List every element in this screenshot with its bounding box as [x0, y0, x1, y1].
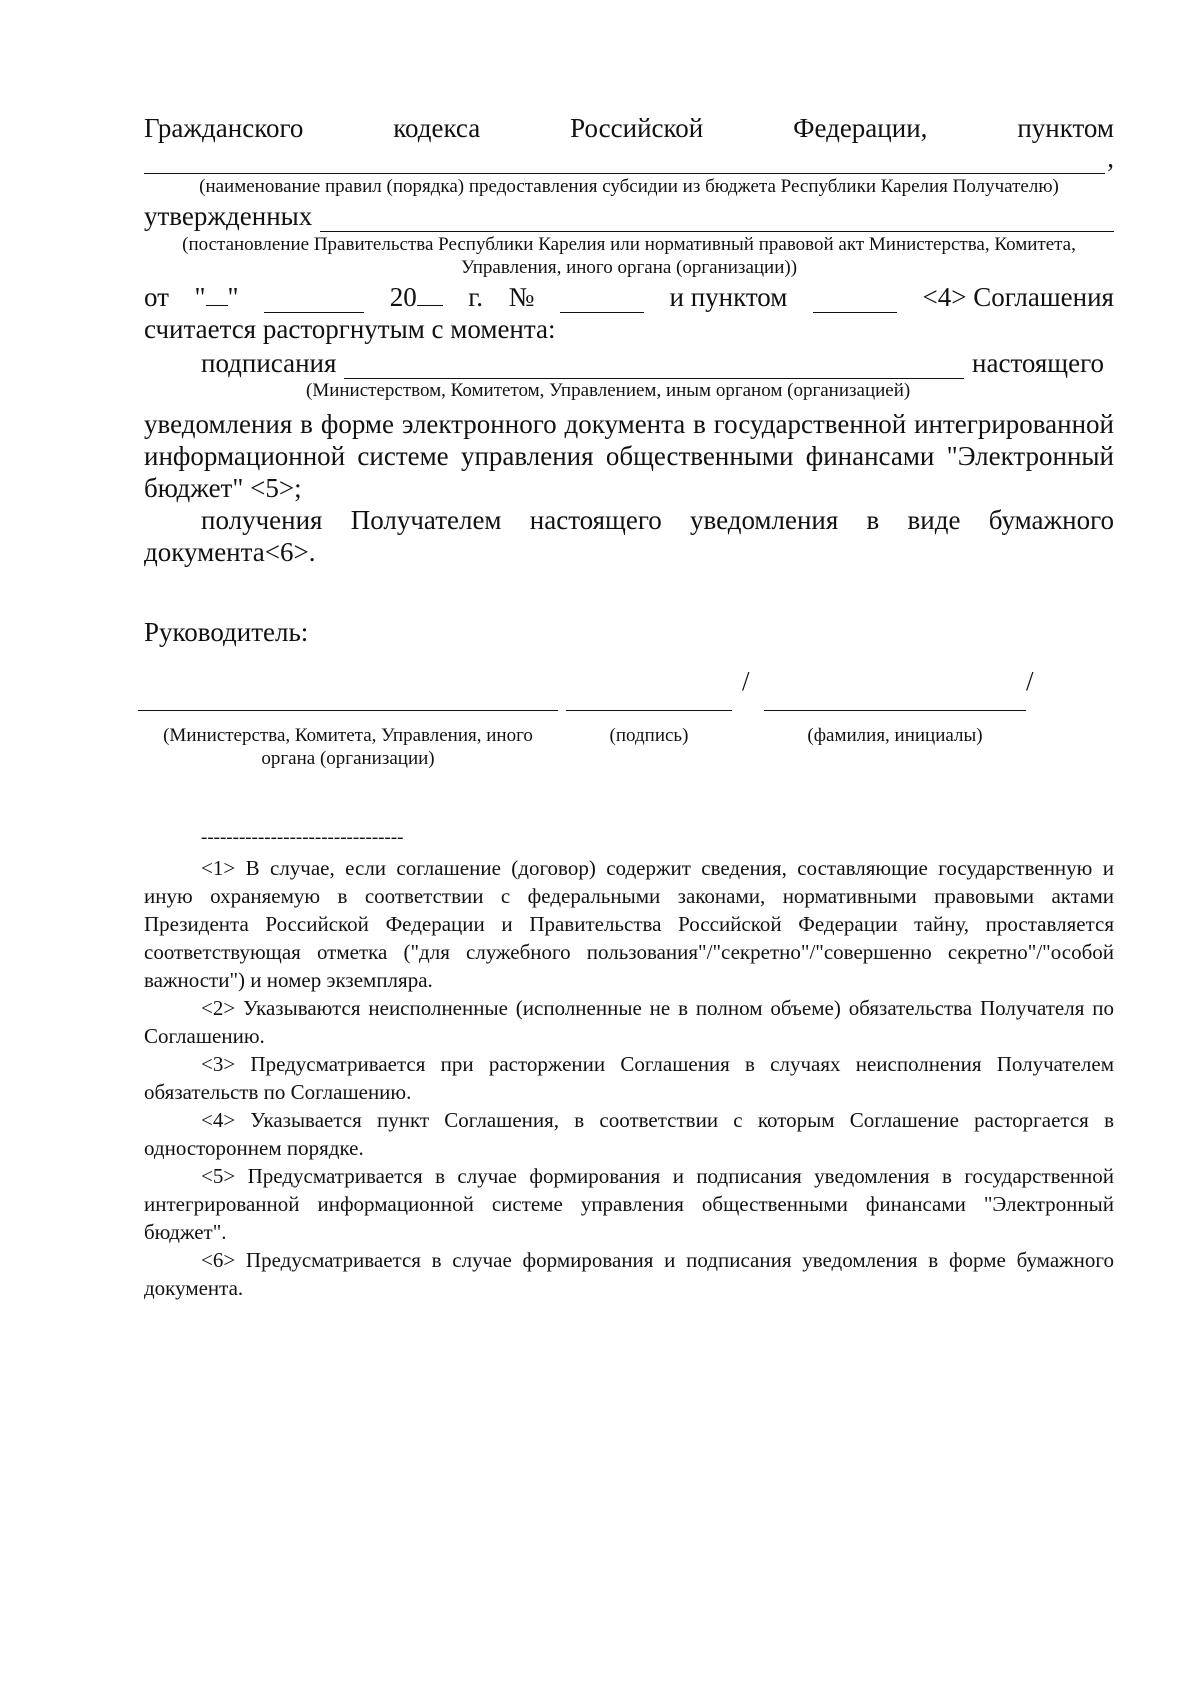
- signing-label: подписания: [201, 348, 337, 378]
- approved-label: утвержденных: [144, 201, 313, 231]
- footnote-divider: --------------------------------: [201, 827, 404, 848]
- slash-2: /: [1026, 666, 1034, 696]
- terminated-text: считается расторгнутым с момента:: [144, 314, 556, 344]
- signing-tail: настоящего: [972, 348, 1104, 378]
- paragraph-receipt: получения Получателем настоящего уведомления в виде бумажного документа<6>.: [144, 505, 1114, 567]
- footnote-1: <1> В случае, если соглашение (договор) содержит сведения, составляющие государственную и иную охраняемую в соответствии с федеральными законами, нормативными правовыми актами Президента Российской Федерации и Правительства Российской Федерации тайну, проставляется соответствующая отметка ("для служебного пользования"/"секретно"/"совершенно секретно"/"особой важности") и номер экземпляра.: [144, 856, 1114, 992]
- footnote-6: <6> Предусматривается в случае формирования и подписания уведомления в форме бумажного документа.: [144, 1248, 1114, 1300]
- footnote-2: <2> Указываются неисполненные (исполненные не в полном объеме) обязательства Получателя по Соглашению.: [144, 996, 1114, 1048]
- word: Федерации,: [793, 113, 928, 143]
- hint-rules: (наименование правил (порядка) предоставления субсидии из бюджета Республики Карелия Получателю): [199, 176, 1059, 197]
- signature-captions: [144, 724, 1114, 780]
- year-field: 20: [390, 281, 443, 313]
- from-label: от: [144, 282, 169, 312]
- and-point-label: и пунктом: [669, 282, 788, 312]
- hint-signing: (Министерством, Комитетом, Управлением, иным органом (организацией): [306, 380, 911, 401]
- month-blank: [264, 288, 364, 313]
- rules-blank-line: [144, 144, 1114, 174]
- signature-row: [144, 666, 1114, 714]
- footnotes: [144, 854, 1114, 1302]
- org-signature-line: [138, 710, 558, 711]
- paragraph-notice: уведомления в форме электронного документа в государственной интегрированной информационной системе управления общественными финансами "Электронный бюджет" <5>;: [144, 409, 1114, 503]
- approved-line: [144, 200, 1114, 232]
- caption-name: (фамилия, инициалы): [807, 725, 983, 746]
- word: Гражданского: [144, 113, 304, 143]
- number-blank: [560, 288, 644, 313]
- signing-line: [144, 347, 1114, 379]
- head-label: Руководитель:: [144, 617, 309, 647]
- word: Российской: [570, 113, 704, 143]
- point-blank: [813, 288, 897, 313]
- word: кодекса: [393, 113, 481, 143]
- sign-line: [566, 710, 732, 711]
- year-blank: [417, 281, 443, 306]
- footnote-3: <3> Предусматривается при расторжении Соглашения в случаях неисполнения Получателем обязательств по Соглашению.: [144, 1052, 1114, 1104]
- word: пунктом: [1017, 113, 1114, 143]
- caption-org: (Министерства, Комитета, Управления, иного органа (организации): [163, 725, 533, 769]
- slash-1: /: [742, 666, 750, 696]
- day-field: " ": [194, 282, 239, 312]
- name-line: [764, 710, 1026, 711]
- day-blank: [206, 281, 228, 306]
- footnote-4: <4> Указывается пункт Соглашения, в соответствии с которым Соглашение расторгается в одностороннем порядке.: [144, 1108, 1114, 1160]
- caption-sign: (подпись): [609, 725, 689, 746]
- year-suffix: г.: [468, 282, 484, 312]
- hint-act-2: Управления, иного органа (организации)): [460, 257, 798, 278]
- hint-act-1: (постановление Правительства Республики Карелия или нормативный правовой акт Министерства, Комитета,: [182, 234, 1076, 255]
- line-civil-code: [144, 112, 1114, 144]
- number-sign: №: [508, 282, 535, 312]
- signing-blank: [344, 356, 964, 379]
- date-line: [144, 281, 1114, 313]
- ref-tail: <4> Соглашения: [922, 282, 1114, 312]
- rules-comma: ,: [1107, 143, 1114, 173]
- rules-blank: [144, 151, 1105, 174]
- approved-blank: [320, 209, 1114, 232]
- footnote-5: <5> Предусматривается в случае формирования и подписания уведомления в государственной интегрированной информационной системе управления общественными финансами "Электронный бюджет".: [144, 1164, 1114, 1244]
